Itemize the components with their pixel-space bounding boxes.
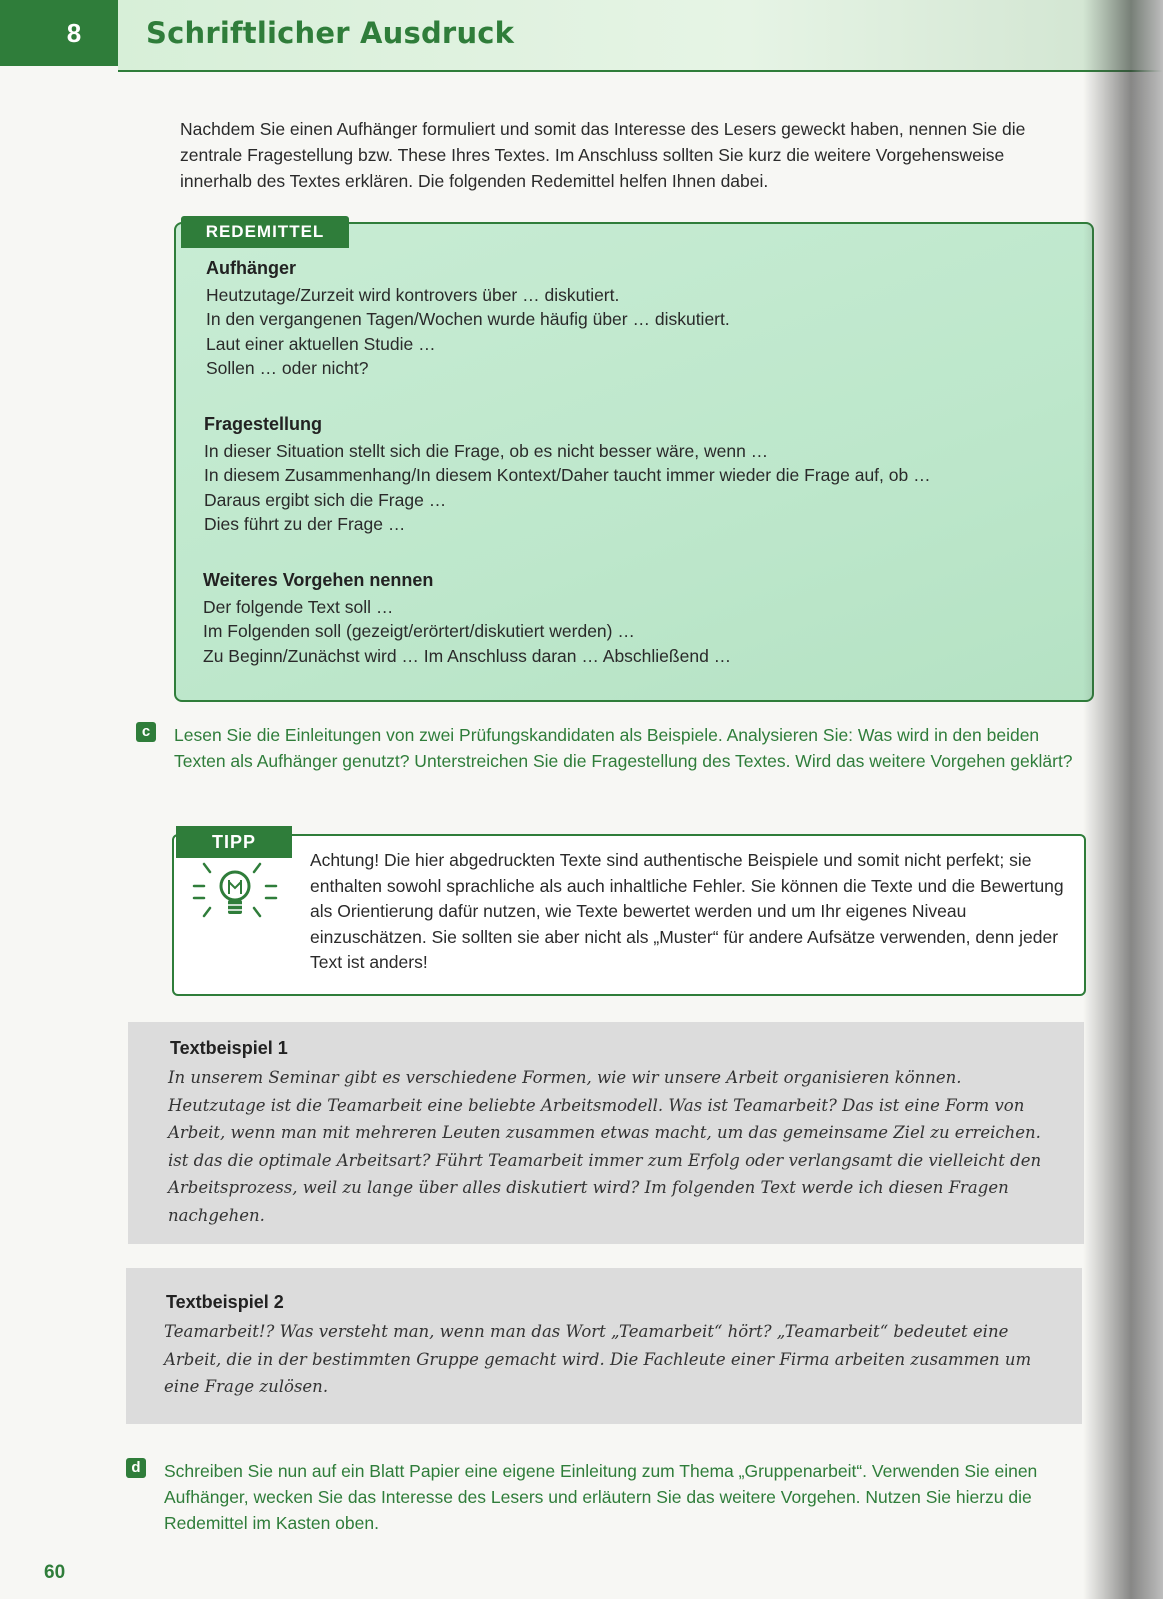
phrase-line: Im Folgenden soll (gezeigt/erörtert/diskutiert werden) … xyxy=(203,621,635,641)
tipp-label: TIPP xyxy=(176,826,292,858)
page-number: 60 xyxy=(44,1562,66,1583)
page-title: Schriftlicher Ausdruck xyxy=(146,16,515,50)
example-title: Textbeispiel 2 xyxy=(166,1292,284,1312)
phrase-line: Der folgende Text soll … xyxy=(203,596,394,617)
section-heading: Aufhänger xyxy=(206,258,296,278)
phrase-line: In den vergangenen Tagen/Wochen wurde häufig über … diskutiert. xyxy=(206,309,730,329)
task-marker-d: d xyxy=(126,1458,146,1478)
redemittel-label: REDEMITTEL xyxy=(181,216,349,248)
phrase-line: Sollen … oder nicht? xyxy=(206,358,369,378)
phrase-line: In diesem Zusammenhang/In diesem Kontext/Daher taucht immer wieder die Frage auf, ob … xyxy=(204,465,931,485)
phrase-line: Daraus ergibt sich die Frage … xyxy=(204,489,447,510)
phrase-line: Dies führt zu der Frage … xyxy=(204,514,406,534)
task-d-instruction: Schreiben Sie nun auf ein Blatt Papier eine eigene Einleitung zum Thema „Gruppenarbeit“. Verwenden Sie einen Aufhänger, wecken Sie das Interesse des Lesers und erläutern Sie das weitere Vorgehen. Nutzen Sie hierzu die Redemittel im Kasten oben. xyxy=(164,1461,1038,1533)
example-text: In unserem Seminar gibt es verschiedene Formen, wie wir unsere Arbeit organisieren können. Heutzutage ist die Teamarbeit eine beliebte Arbeitsmodell. Was ist Teamarbeit? Das ist eine Form von Arbeit, wenn man mit mehreren Leuten zusammen etwas macht, um das gemeinsame Ziel zu erreichen. ist das die optimale Arbeitsart? Führt Teamarbeit immer zum Erfolg oder verlangsamt die vielleicht den Arbeitsprozess, weil zu lange über alles diskutiert wird? Im folgenden Text werde ich diesen Fragen nachgehen. xyxy=(168,1068,1042,1225)
task-marker-c: c xyxy=(136,722,156,742)
redemittel-section-fragestellung xyxy=(204,412,1064,537)
section-heading: Fragestellung xyxy=(204,414,323,434)
phrase-line: Laut einer aktuellen Studie … xyxy=(206,333,436,354)
section-heading: Weiteres Vorgehen nennen xyxy=(203,570,434,590)
phrase-line: In dieser Situation stellt sich die Frage, ob es nicht besser wäre, wenn … xyxy=(204,440,769,461)
example-text: Teamarbeit!? Was versteht man, wenn man das Wort „Teamarbeit“ hört? „Teamarbeit“ bedeutet eine Arbeit, die in der bestimmten Gruppe gemacht wird. Die Fachleute einer Firma arbeiten zusammen um eine Frage zulösen. xyxy=(164,1322,1032,1396)
tipp-text: Achtung! Die hier abgedruckten Texte sind authentische Beispiele und somit nicht perfekt; sie enthalten sowohl sprachliche als auch inhaltliche Fehler. Sie können die Texte und die Bewertung als Orientierung dafür nutzen, wie Texte bewertet werden und um Ihr eigenes Niveau einzuschätzen. Sie sollten sie aber nicht als „Muster“ für andere Aufsätze verwenden, denn jeder Text ist anders! xyxy=(310,850,1064,972)
lightbulb-icon xyxy=(190,860,280,930)
redemittel-section-aufhaenger xyxy=(206,256,1066,381)
phrase-line: Heutzutage/Zurzeit wird kontrovers über … diskutiert. xyxy=(206,284,620,305)
example-title: Textbeispiel 1 xyxy=(170,1038,288,1058)
page-gutter-shadow xyxy=(1083,0,1163,1599)
intro-paragraph: Nachdem Sie einen Aufhänger formuliert und somit das Interesse des Lesers geweckt haben, nennen Sie die zentrale Fragestellung bzw. These Ihres Textes. Im Anschluss sollten Sie kurz die weitere Vorgehensweise innerhalb des Textes erklären. Die folgenden Redemittel helfen Ihnen dabei. xyxy=(180,119,1026,191)
redemittel-section-vorgehen xyxy=(203,568,1063,668)
chapter-number: 8 xyxy=(0,0,118,66)
task-c-instruction: Lesen Sie die Einleitungen von zwei Prüfungskandidaten als Beispiele. Analysieren Sie: Was wird in den beiden Texten als Aufhänger genutzt? Unterstreichen Sie die Fragestellung des Textes. Wird das weitere Vorgehen geklärt? xyxy=(174,725,1073,771)
phrase-line: Zu Beginn/Zunächst wird … Im Anschluss daran … Abschließend … xyxy=(203,645,732,666)
